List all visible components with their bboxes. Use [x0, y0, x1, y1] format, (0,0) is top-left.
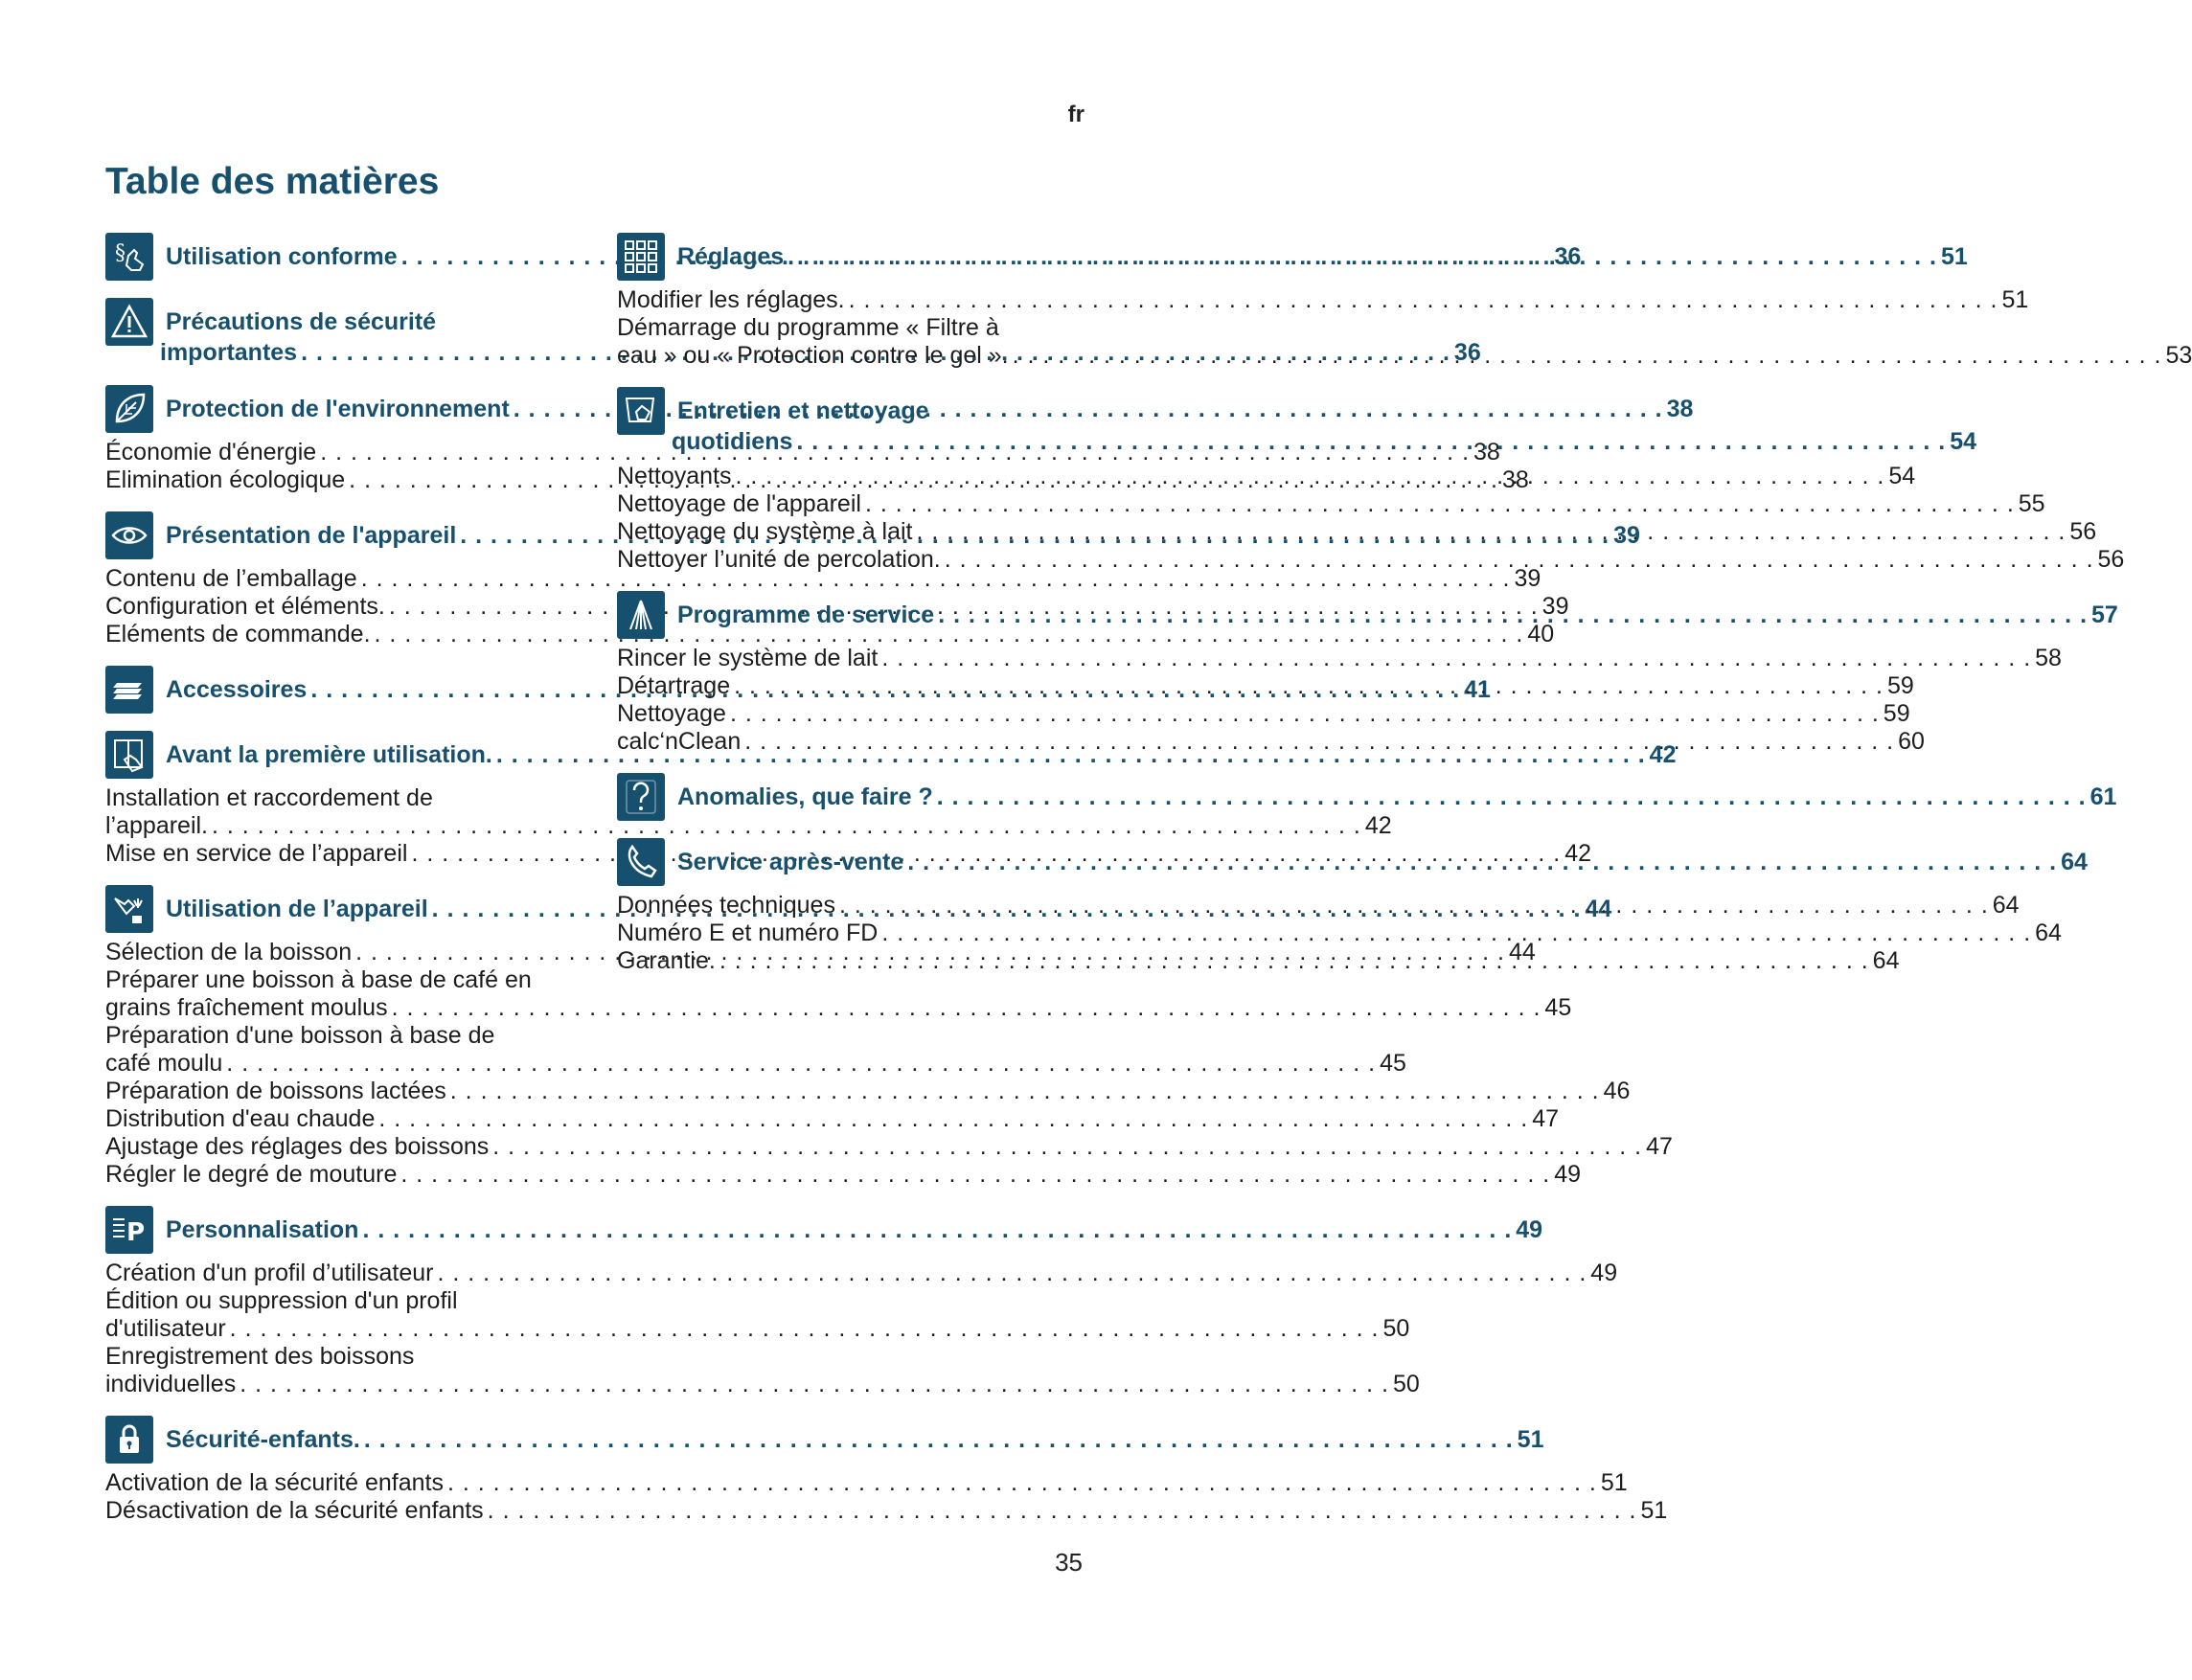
toc-entry[interactable] — [105, 1105, 1559, 1133]
toc-entry-page: 44 — [1508, 939, 1536, 965]
section-page: 44 — [1585, 896, 1612, 922]
dot-leader — [447, 1469, 1597, 1497]
toc-entry-page: 51 — [1640, 1497, 1668, 1524]
dot-leader — [378, 1105, 1528, 1133]
toc-entry-line — [617, 314, 1096, 342]
section-title-text: Personnalisation — [166, 1216, 359, 1243]
toc-entry-text: Préparation de boissons lactées — [105, 1078, 446, 1104]
toc-entry-page: 53 — [2165, 342, 2192, 369]
toc-entry[interactable] — [617, 546, 2125, 574]
toc-entry-text: Préparer une boisson à base de café en — [105, 966, 532, 993]
toc-entry-line — [105, 1287, 584, 1315]
section-title[interactable] — [166, 1215, 1542, 1245]
toc-entry[interactable] — [105, 1315, 1410, 1343]
toc-entry-text: Enregistrement des boissons — [105, 1343, 415, 1370]
toc-entry-text: Nettoyage du système à lait — [617, 518, 913, 545]
toc-entry-page: 64 — [1872, 947, 1900, 974]
dot-leader — [492, 1133, 1642, 1161]
dot-leader — [907, 847, 2057, 877]
toc-entry-line — [105, 1022, 584, 1050]
section-page: 57 — [2091, 602, 2118, 628]
toc-entry-text: Désactivation de la sécurité enfants — [105, 1497, 484, 1524]
toc-entry-page: 47 — [1646, 1133, 1673, 1160]
toc-entry-text: Création d'un profil d’utilisateur — [105, 1260, 434, 1286]
toc-entry-page: 64 — [2035, 919, 2062, 946]
language-label: fr — [1067, 102, 1085, 127]
toc-entry-text: eau » ou « Protection contre le gel ». — [617, 342, 1009, 369]
toc-entry-text: Garantie. — [617, 947, 716, 974]
svg-text:§: § — [115, 241, 126, 265]
toc-entry-text: café moulu — [105, 1050, 223, 1077]
section-title-text: Présentation de l'appareil — [166, 522, 457, 549]
toc-entry[interactable] — [105, 994, 1572, 1022]
dot-leader — [240, 1371, 1389, 1398]
section-header — [105, 1206, 1543, 1254]
toc-entry-page: 38 — [1502, 466, 1529, 493]
dot-leader — [362, 1215, 1512, 1245]
toc-entry-text: Économie d'énergie — [105, 439, 317, 465]
section-title-text: Service après-vente — [677, 849, 904, 875]
toc-entry-text: Nettoyer l’unité de percolation. — [617, 546, 941, 573]
toc-entry-text: Données techniques — [617, 892, 835, 919]
dot-leader — [719, 947, 1869, 975]
toc-entry[interactable] — [617, 286, 2029, 314]
lock-icon — [105, 1416, 153, 1464]
section-page: 54 — [1950, 428, 1977, 455]
toc-entry-text: Ajustage des réglages des boissons — [105, 1133, 490, 1160]
rinse-icon — [617, 591, 665, 639]
toc-entry-page: 59 — [1883, 700, 1910, 727]
toc-entry-page: 56 — [2097, 546, 2125, 573]
toc-entry-text: Modifier les réglages. — [617, 286, 845, 313]
toc-entry-page: 42 — [1564, 840, 1592, 867]
toc-section — [617, 773, 2117, 821]
toc-entries — [105, 1469, 1668, 1525]
toc-entry-page: 50 — [1382, 1315, 1410, 1342]
section-page: 49 — [1516, 1216, 1543, 1243]
toc-entry-page: 54 — [1888, 463, 1916, 489]
toc-entry-page: 46 — [1603, 1078, 1631, 1104]
toc-entry[interactable] — [105, 1050, 1406, 1078]
section-title-wrap — [166, 1215, 1542, 1245]
toc-entry-text: Sélection de la boisson — [105, 939, 353, 965]
dot-leader — [865, 490, 2015, 518]
section-title[interactable] — [166, 1424, 1543, 1455]
toc-entry-page: 49 — [1554, 1161, 1581, 1188]
section-title-text: quotidiens — [672, 428, 793, 455]
section-title-text: Utilisation conforme — [166, 243, 398, 270]
toc-entry[interactable] — [105, 1161, 1581, 1189]
toc-entry-line — [105, 966, 584, 994]
section-page: 39 — [1613, 522, 1640, 549]
section-title[interactable] — [677, 782, 2116, 812]
section-title[interactable] — [677, 396, 1976, 426]
dot-leader — [450, 1078, 1600, 1105]
toc-entry[interactable] — [105, 1133, 1673, 1161]
section-header — [617, 773, 2117, 821]
toc-entry-page: 45 — [1380, 1050, 1406, 1077]
toc-entry-page: 47 — [1532, 1105, 1559, 1132]
toc-entry[interactable] — [105, 1497, 1668, 1525]
toc-entries — [105, 1260, 1618, 1398]
toc-entry-line — [105, 1343, 584, 1371]
toc-entry-page: 60 — [1898, 728, 1925, 755]
toc-entry-text: Édition ou suppression d'un profil — [105, 1287, 458, 1314]
toc-entry-text: Détartrage — [617, 672, 731, 699]
dot-leader — [849, 286, 1998, 314]
toc-section — [105, 1416, 1668, 1525]
toc-entry-text: Préparation d'une boisson à base de — [105, 1022, 495, 1049]
dot-leader — [736, 463, 1885, 490]
toc-entry-page: 38 — [1473, 439, 1500, 465]
dot-leader — [937, 782, 2087, 812]
dot-leader — [938, 600, 2088, 630]
dot-leader — [400, 1161, 1550, 1189]
toc-entry-page: 51 — [2001, 286, 2029, 313]
grid-settings-icon — [617, 233, 665, 281]
warning-triangle-icon — [105, 298, 153, 346]
section-page: 64 — [2061, 849, 2088, 875]
section-title-wrap — [166, 1424, 1543, 1455]
toc-entry-text: Activation de la sécurité enfants — [105, 1469, 444, 1496]
svg-text:P: P — [126, 1218, 146, 1247]
toc-entry-text: individuelles — [105, 1371, 237, 1397]
question-icon — [617, 773, 665, 821]
section-title-text: Entretien et nettoyage — [677, 397, 929, 424]
profile-p-icon — [105, 1206, 153, 1254]
phone-icon — [617, 838, 665, 886]
section-title-text: Sécurité-enfants. — [166, 1426, 360, 1453]
section-page: 51 — [1517, 1426, 1544, 1453]
section-page: 41 — [1464, 676, 1491, 703]
toc-entry-page: 39 — [1514, 565, 1541, 592]
toc-entry-page: 51 — [1600, 1469, 1628, 1496]
section-title-wrap — [677, 600, 2118, 630]
dot-leader — [730, 700, 1880, 728]
section-title-wrap — [677, 847, 2088, 877]
toc-entry-text: Elimination écologique — [105, 466, 346, 493]
dot-leader — [788, 241, 1937, 272]
dot-leader — [881, 645, 2031, 672]
toc-entry-text: grains fraîchement moulus — [105, 994, 388, 1021]
toc-entry-page: 40 — [1527, 621, 1555, 647]
section-title-wrap — [677, 241, 1968, 272]
toc-entry-page: 59 — [1886, 672, 1914, 699]
section-page: 42 — [1649, 741, 1677, 768]
toc-entry[interactable] — [617, 645, 2062, 672]
toc-entry-text: Régler le degré de mouture — [105, 1161, 398, 1188]
section-title[interactable] — [677, 241, 1968, 272]
toc-entry-page: 49 — [1590, 1260, 1618, 1286]
toc-entry-text: Installation et raccordement de — [105, 784, 433, 811]
dot-leader — [744, 728, 1894, 756]
toc-entry[interactable] — [105, 1260, 1618, 1287]
dot-leader — [839, 892, 1989, 919]
toc-entry-text: l’appareil. — [105, 812, 209, 839]
toc-entry-page: 64 — [1992, 892, 2020, 919]
dot-leader — [364, 1424, 1514, 1455]
toc-entry[interactable] — [105, 1371, 1420, 1398]
dot-leader — [945, 546, 2094, 574]
section-title[interactable] — [677, 847, 2088, 877]
toc-entry[interactable] — [105, 565, 1541, 593]
dot-leader — [796, 426, 1946, 457]
toc-entry-text: Distribution d'eau chaude — [105, 1105, 376, 1132]
toc-entry-text: Nettoyage — [617, 700, 726, 727]
section-title-wrap — [672, 387, 1977, 457]
book-hand-icon — [105, 731, 153, 779]
toc-section — [105, 1206, 1618, 1398]
toc-entry[interactable] — [617, 919, 2062, 947]
toc-entry-text: Rincer le système de lait — [617, 645, 879, 671]
toc-entry[interactable] — [105, 1469, 1628, 1497]
toc-entry-text: Contenu de l’emballage — [105, 565, 357, 592]
dot-leader — [392, 994, 1541, 1022]
section-page: 61 — [2089, 783, 2117, 810]
toc-entry-text: Démarrage du programme « Filtre à — [617, 314, 999, 341]
toc-entry-page: 56 — [2069, 518, 2097, 545]
section-title-text: Avant la première utilisation. — [166, 741, 492, 768]
section-title[interactable] — [677, 600, 2118, 630]
page-title: Table des matières — [105, 161, 440, 202]
toc-entry-text: Nettoyage de l'appareil — [617, 490, 861, 517]
section-page: 36 — [1554, 243, 1582, 270]
toc-entry[interactable] — [105, 1078, 1631, 1105]
eye-icon — [105, 511, 153, 559]
toc-entry[interactable] — [617, 700, 1910, 728]
section-title-text: Réglages — [677, 243, 785, 270]
section-title-text: Anomalies, que faire ? — [677, 783, 933, 810]
dot-leader — [488, 1497, 1637, 1525]
section-header — [105, 1416, 1544, 1464]
section-title-text: Programme de service — [677, 602, 935, 628]
toc-entry-page: 50 — [1393, 1371, 1420, 1397]
toc-entry-page: 39 — [1541, 593, 1569, 620]
toc-entry-text: Mise en service de l’appareil — [105, 840, 408, 867]
toc-entry-text: Numéro E et numéro FD — [617, 919, 879, 946]
section-title-text: Accessoires — [166, 676, 308, 703]
section-title-wrap — [677, 782, 2116, 812]
section-title-text: Protection de l'environnement — [166, 396, 510, 422]
dot-leader — [917, 518, 2066, 546]
toc-entry-text: Configuration et éléments. — [105, 593, 385, 620]
toc-entry[interactable] — [617, 490, 2045, 518]
section-page: 38 — [1666, 396, 1694, 422]
cup-hand-icon — [105, 885, 153, 933]
section-title-text: Utilisation de l’appareil — [166, 896, 428, 922]
toc-entry-page: 45 — [1544, 994, 1572, 1021]
dot-leader — [226, 1050, 1376, 1078]
toc-entry-text: calc‘nClean — [617, 728, 742, 755]
hand-paragraph-icon — [105, 233, 153, 281]
dot-leader — [881, 919, 2031, 947]
toc-entry[interactable] — [105, 621, 1555, 648]
section-title[interactable] — [672, 426, 1976, 457]
dot-leader — [230, 1315, 1380, 1343]
toc-entry-page: 55 — [2018, 490, 2045, 517]
toc-entry-text: d'utilisateur — [105, 1315, 226, 1342]
cleaning-hand-icon — [617, 387, 665, 435]
dot-leader — [1013, 342, 2162, 370]
toc-entry-page: 58 — [2035, 645, 2062, 671]
toc-entry[interactable] — [105, 812, 1392, 840]
section-title-text: Précautions de sécurité — [166, 308, 437, 335]
dot-leader — [437, 1260, 1587, 1287]
stack-icon — [105, 666, 153, 714]
section-page: 51 — [1941, 243, 1968, 270]
dot-leader — [734, 672, 1884, 700]
section-title-text: importantes — [160, 339, 298, 366]
toc-entry-line — [105, 784, 584, 812]
page-number: 35 — [1055, 1548, 1083, 1577]
toc-entry-text: Eléments de commande. — [105, 621, 371, 647]
toc-entry-page: 42 — [1364, 812, 1392, 839]
leaf-icon — [105, 385, 153, 433]
toc-entry-text: Nettoyants — [617, 463, 732, 489]
section-page: 36 — [1453, 339, 1481, 366]
